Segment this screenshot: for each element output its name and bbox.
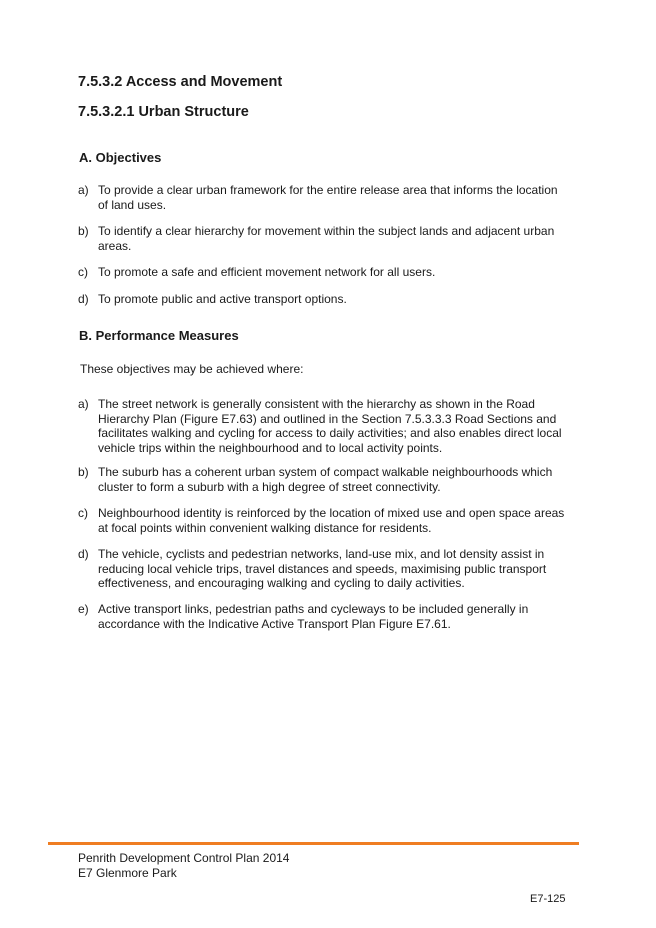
list-item — [78, 224, 570, 253]
footer-rule — [48, 842, 579, 845]
list-item — [78, 547, 570, 591]
list-marker: a) — [78, 397, 89, 411]
list-text: To promote a safe and efficient movement network for all users. — [98, 265, 436, 279]
page-number: E7-125 — [530, 893, 566, 905]
list-marker: a) — [78, 183, 89, 197]
list-marker: c) — [78, 265, 88, 279]
list-item — [78, 265, 570, 280]
list-marker: b) — [78, 465, 89, 479]
list-text: The vehicle, cyclists and pedestrian networks, land-use mix, and lot density assist in reducing local vehicle trips, travel distances and speeds, maximising public transport effectiveness, and encouraging walking and cycling to daily activities. — [98, 547, 547, 590]
list-item — [78, 292, 570, 307]
section-heading: 7.5.3.2 Access and Movement — [78, 74, 283, 90]
list-marker: c) — [78, 506, 88, 520]
objectives-heading: A. Objectives — [79, 150, 162, 165]
footer-document-title: Penrith Development Control Plan 2014 — [78, 851, 290, 865]
list-text: To provide a clear urban framework for the entire release area that informs the location of land uses. — [98, 183, 558, 212]
list-item — [78, 465, 570, 494]
footer-section-title: E7 Glenmore Park — [78, 866, 177, 880]
list-item — [78, 506, 570, 535]
list-text: The suburb has a coherent urban system of compact walkable neighbourhoods which cluster to form a suburb with a high degree of street connectivity. — [98, 465, 553, 494]
performance-heading: B. Performance Measures — [79, 328, 239, 343]
list-text: The street network is generally consistent with the hierarchy as shown in the Road Hierarchy Plan (Figure E7.63) and outlined in the Section 7.5.3.3.3 Road Sections and facilitates walking and cycling for access to daily activities; and also enables direct local vehicle trips within the neighbourhood and to local activity points. — [98, 397, 562, 455]
list-text: Active transport links, pedestrian paths and cycleways to be included generally in accordance with the Indicative Active Transport Plan Figure E7.61. — [98, 602, 529, 631]
list-item — [78, 602, 570, 631]
list-marker: d) — [78, 547, 89, 561]
list-item — [78, 397, 570, 455]
list-text: Neighbourhood identity is reinforced by the location of mixed use and open space areas at focal points within convenient walking distance for residents. — [98, 506, 565, 535]
list-text: To promote public and active transport options. — [98, 292, 347, 306]
list-text: To identify a clear hierarchy for movement within the subject lands and adjacent urban areas. — [98, 224, 555, 253]
list-item — [78, 183, 570, 212]
list-marker: d) — [78, 292, 89, 306]
subsection-heading: 7.5.3.2.1 Urban Structure — [78, 104, 249, 120]
list-marker: b) — [78, 224, 89, 238]
list-marker: e) — [78, 602, 89, 616]
performance-intro: These objectives may be achieved where: — [80, 362, 304, 376]
